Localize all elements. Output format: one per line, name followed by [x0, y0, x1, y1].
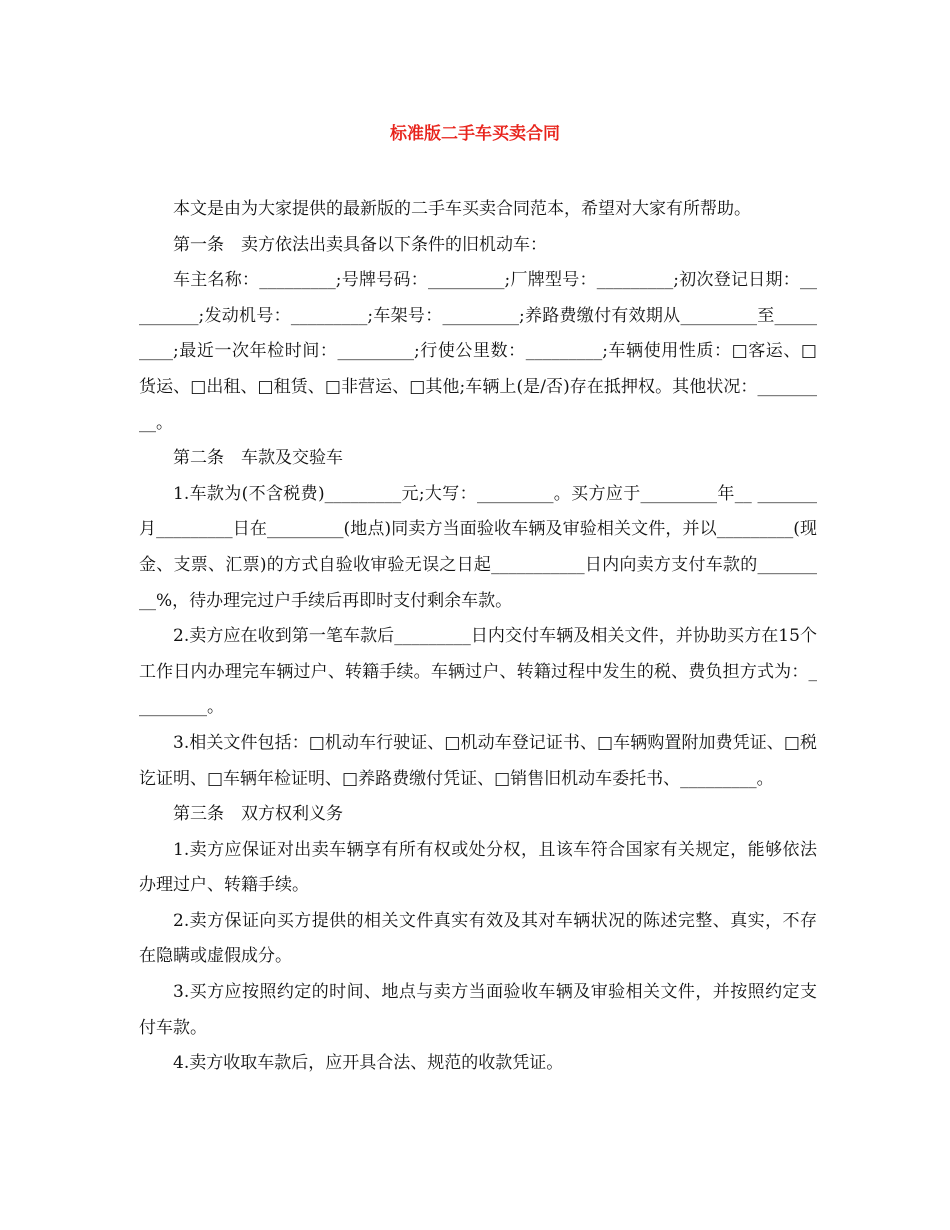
contract-body — [139, 192, 817, 1082]
article-3-heading: 第三条 双方权利义务 — [173, 804, 343, 825]
vehicle-info-paragraph: 车主名称：_________;号牌号码：_________;厂牌型号：_________;初次登记日期：_________;发动机号：_________;车架号：_________;养路费缴付有效期从_________至_________;最近一次年检时间：_________;行使公里数：_________;车辆使用性质：□客运、□货运、□出租、□租赁、□非营运、□其他;车辆上(是/否)存在抵押权。其他状况：_________。 — [139, 270, 817, 433]
delivery-clause: 2.卖方应在收到第一笔车款后_________日内交付车辆及相关文件，并协助买方在15个工作日内办理完车辆过户、转籍手续。车辆过户、转籍过程中发生的税、费负担方式为：_________。 — [139, 626, 817, 718]
buyer-obligation-clause: 3.买方应按照约定的时间、地点与卖方当面验收车辆及审验相关文件，并按照约定支付车款。 — [139, 982, 817, 1038]
article-2-heading: 第二条 车款及交验车 — [173, 448, 343, 469]
document-title: 标准版二手车买卖合同 — [390, 124, 560, 144]
seller-ownership-clause: 1.卖方应保证对出卖车辆享有所有权或处分权，且该车符合国家有关规定，能够依法办理过户、转籍手续。 — [139, 839, 817, 896]
intro-paragraph: 本文是由为大家提供的最新版的二手车买卖合同范本，希望对大家有所帮助。 — [173, 199, 751, 219]
article-1-heading: 第一条 卖方依法出卖具备以下条件的旧机动车： — [173, 234, 547, 255]
receipt-clause: 4.卖方收取车款后，应开具合法、规范的收款凭证。 — [173, 1053, 564, 1074]
payment-clause: 1.车款为(不含税费)_________元;大写：_________。买方应于_________年__ _______月_________日在_________(地点)同卖方当面验收车辆及审验相关文件，并以_________(现金、支票、汇票)的方式自验收审验无误之日起___________日内向卖方支付车款的_________%，待办理完过户手续后再即时支付剩余车款。 — [139, 483, 817, 611]
seller-guarantee-clause: 2.卖方保证向买方提供的相关文件真实有效及其对车辆状况的陈述完整、真实，不存在隐瞒或虚假成分。 — [139, 910, 817, 967]
documents-clause: 3.相关文件包括：□机动车行驶证、□机动车登记证书、□车辆购置附加费凭证、□税讫证明、□车辆年检证明、□养路费缴付凭证、□销售旧机动车委托书、_________。 — [139, 732, 817, 789]
